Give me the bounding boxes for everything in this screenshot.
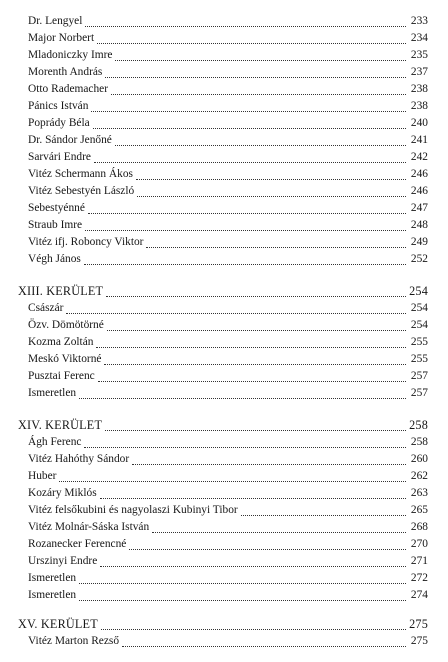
- toc-entry-label: Vitéz Hahóthy Sándor: [28, 453, 130, 465]
- toc-page-number: 255: [410, 353, 428, 365]
- dot-leader: [136, 178, 406, 180]
- toc-entry: [28, 98, 428, 115]
- toc-page-number: 246: [410, 185, 428, 197]
- toc-entry-label: Végh János: [28, 253, 81, 265]
- toc-page-number: 255: [410, 336, 428, 348]
- toc-page-number: 254: [410, 302, 428, 314]
- toc-page-number: 254: [409, 284, 428, 298]
- toc-page-number: 242: [410, 151, 428, 163]
- toc-section-heading: [18, 283, 428, 300]
- toc-entry: [28, 234, 428, 251]
- toc-entry: [28, 217, 428, 234]
- toc-page-number: 240: [410, 117, 428, 129]
- toc-entry-label: Császár: [28, 302, 64, 314]
- toc-entry-label: Dr. Lengyel: [28, 15, 83, 27]
- toc-section-title: XIV. KERÜLET: [18, 418, 103, 432]
- dot-leader: [84, 263, 406, 265]
- dot-leader: [104, 363, 406, 365]
- toc-section-heading: [18, 417, 428, 434]
- toc-entry-label: Ismeretlen: [28, 572, 77, 584]
- toc-entry: [28, 351, 428, 368]
- toc-entry-label: Ismeretlen: [28, 589, 77, 601]
- toc-entry-label: Major Norbert: [28, 32, 95, 44]
- dot-leader: [137, 195, 406, 197]
- toc-entry-label: Meskó Viktorné: [28, 353, 102, 365]
- toc-entry: [28, 485, 428, 502]
- toc-page-number: 274: [410, 589, 428, 601]
- toc-entry: [28, 251, 428, 268]
- toc-page-number: 257: [410, 387, 428, 399]
- dot-leader: [115, 59, 406, 61]
- toc-entry: [28, 30, 428, 47]
- toc-entry: [28, 385, 428, 402]
- toc-entry: [28, 502, 428, 519]
- toc-entry-label: Dr. Sándor Jenőné: [28, 134, 112, 146]
- toc-entry-label: Vitéz Sebestyén László: [28, 185, 135, 197]
- dot-leader: [96, 346, 406, 348]
- toc-entry-label: Poprády Béla: [28, 117, 90, 129]
- toc-entry: [28, 368, 428, 385]
- dot-leader: [111, 93, 406, 95]
- dot-leader: [66, 312, 406, 314]
- toc-entry-label: Huber: [28, 470, 57, 482]
- toc-entry: [28, 536, 428, 553]
- toc-page-number: 252: [410, 253, 428, 265]
- toc-page-number: 258: [409, 418, 428, 432]
- toc-entry-label: Sebestyénné: [28, 202, 85, 214]
- toc-entry-label: Vitéz Marton Rezső: [28, 635, 120, 647]
- toc-entry-label: Pusztai Ferenc: [28, 370, 95, 382]
- toc-entry: [28, 334, 428, 351]
- toc-entry: [28, 519, 428, 536]
- dot-leader: [101, 628, 406, 630]
- toc-entry-label: Otto Rademacher: [28, 83, 109, 95]
- dot-leader: [115, 144, 406, 146]
- toc-entry-label: Sarvári Endre: [28, 151, 91, 163]
- dot-leader: [84, 446, 406, 448]
- dot-leader: [98, 380, 406, 382]
- toc-entry-label: Vitéz felsőkubini és nagyolaszi Kubinyi Tibor: [28, 504, 238, 516]
- toc-entry-label: Pánics István: [28, 100, 89, 112]
- toc-page-number: 249: [410, 236, 428, 248]
- dot-leader: [152, 531, 406, 533]
- toc-entry: [28, 587, 428, 604]
- toc-entry: [28, 132, 428, 149]
- toc-entry: [28, 451, 428, 468]
- toc-page-number: 238: [410, 100, 428, 112]
- toc-entry-label: Straub Imre: [28, 219, 83, 231]
- toc-entry: [28, 81, 428, 98]
- toc-entry-label: Urszinyi Endre: [28, 555, 98, 567]
- dot-leader: [93, 127, 406, 129]
- toc-page-number: 247: [410, 202, 428, 214]
- toc-page-number: 246: [410, 168, 428, 180]
- toc-section-title: XIII. KERÜLET: [18, 284, 104, 298]
- toc-page-number: 271: [410, 555, 428, 567]
- dot-leader: [241, 514, 406, 516]
- toc-entry: [28, 434, 428, 451]
- toc-page-number: 233: [410, 15, 428, 27]
- dot-leader: [85, 229, 406, 231]
- toc-page-number: 241: [410, 134, 428, 146]
- toc-entry-label: Mladoniczky Imre: [28, 49, 113, 61]
- dot-leader: [59, 480, 406, 482]
- toc-entry: [28, 553, 428, 570]
- toc-entry: [28, 64, 428, 81]
- toc-page-number: 235: [410, 49, 428, 61]
- toc-entry-label: Kozáry Miklós: [28, 487, 97, 499]
- dot-leader: [88, 212, 406, 214]
- toc-entry: [28, 47, 428, 64]
- toc-page-number: 257: [410, 370, 428, 382]
- toc-page-number: 248: [410, 219, 428, 231]
- toc-page-number: 268: [410, 521, 428, 533]
- dot-leader: [91, 110, 406, 112]
- dot-leader: [105, 76, 406, 78]
- toc-entry: [28, 183, 428, 200]
- dot-leader: [146, 246, 406, 248]
- toc-entry: [28, 633, 428, 650]
- dot-leader: [106, 295, 406, 297]
- toc-page-number: 238: [410, 83, 428, 95]
- toc-entry: [28, 200, 428, 217]
- dot-leader: [94, 161, 406, 163]
- toc-page-number: 237: [410, 66, 428, 78]
- toc-page-number: 263: [410, 487, 428, 499]
- toc-entry-label: Morenth András: [28, 66, 103, 78]
- toc-page-number: 260: [410, 453, 428, 465]
- toc-entry-label: Rozanecker Ferencné: [28, 538, 127, 550]
- toc-entry: [28, 317, 428, 334]
- toc-section-title: XV. KERÜLET: [18, 617, 98, 631]
- toc-entry: [28, 570, 428, 587]
- dot-leader: [100, 497, 406, 499]
- dot-leader: [79, 582, 406, 584]
- dot-leader: [97, 42, 406, 44]
- toc-page-number: 270: [410, 538, 428, 550]
- dot-leader: [79, 599, 406, 601]
- dot-leader: [105, 429, 406, 431]
- dot-leader: [100, 565, 406, 567]
- toc-page-number: 254: [410, 319, 428, 331]
- dot-leader: [107, 329, 406, 331]
- toc-entry-label: Özv. Dömötörné: [28, 319, 104, 331]
- dot-leader: [132, 463, 406, 465]
- toc-page-number: 262: [410, 470, 428, 482]
- toc-entry-label: Ágh Ferenc: [28, 436, 82, 448]
- toc-entry-label: Vitéz Schermann Ákos: [28, 168, 133, 180]
- toc-section-heading: [18, 616, 428, 633]
- toc-page-number: 234: [410, 32, 428, 44]
- dot-leader: [122, 645, 406, 647]
- toc-page-number: 258: [410, 436, 428, 448]
- toc-page-number: 272: [410, 572, 428, 584]
- toc-page-number: 275: [410, 635, 428, 647]
- toc-entry: [28, 149, 428, 166]
- toc-entry: [28, 468, 428, 485]
- toc-entry-label: Ismeretlen: [28, 387, 77, 399]
- toc-entry-label: Vitéz ifj. Roboncy Viktor: [28, 236, 144, 248]
- toc-entry-label: Kozma Zoltán: [28, 336, 94, 348]
- toc-page-number: 265: [410, 504, 428, 516]
- toc-entry: [28, 115, 428, 132]
- toc-page-number: 275: [409, 617, 428, 631]
- dot-leader: [79, 397, 406, 399]
- toc-entry-label: Vitéz Molnár-Sáska István: [28, 521, 150, 533]
- toc-entry: [28, 166, 428, 183]
- dot-leader: [85, 25, 406, 27]
- toc-entry: [28, 300, 428, 317]
- toc-entry: [28, 13, 428, 30]
- dot-leader: [129, 548, 406, 550]
